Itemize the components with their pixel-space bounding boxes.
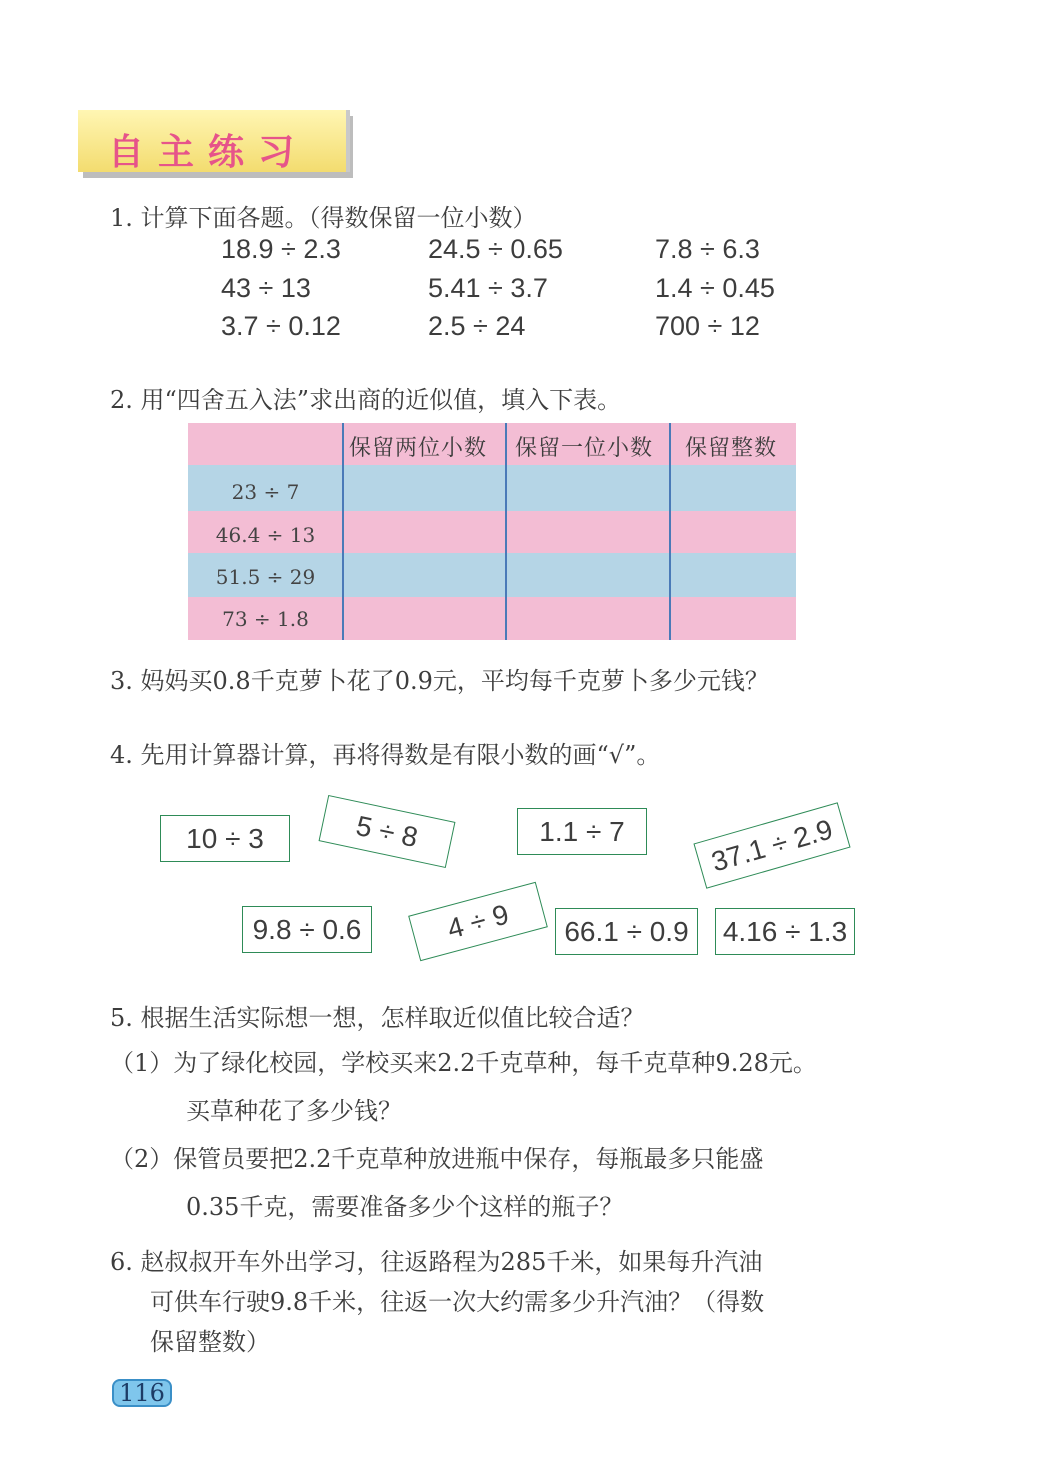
expression-card: 66.1 ÷ 0.9 — [555, 908, 698, 955]
question-3-text: 3. 妈妈买0.8千克萝卜花了0.9元，平均每千克萝卜多少元钱？ — [110, 667, 769, 695]
table-divider — [505, 423, 507, 640]
question-6-text-cont: 保留整数） — [150, 1328, 270, 1356]
q1-expr: 43 ÷ 13 — [221, 273, 311, 303]
table-header: 保留整数 — [685, 436, 778, 461]
question-6-text: 6. 赵叔叔开车外出学习，往返路程为285千米，如果每升汽油 — [110, 1248, 763, 1276]
expression-card: 37.1 ÷ 2.9 — [693, 802, 850, 889]
table-header: 保留两位小数 — [349, 436, 488, 461]
question-5-part-2-cont: 0.35千克，需要准备多少个这样的瓶子？ — [186, 1193, 624, 1221]
question-1-text: 1. 计算下面各题。（得数保留一位小数） — [110, 204, 537, 232]
question-6-text-cont: 可供车行驶9.8千米，往返一次大约需多少升汽油？（得数 — [150, 1288, 765, 1316]
page-number: 116 — [112, 1379, 172, 1407]
expression-card: 4.16 ÷ 1.3 — [715, 908, 855, 955]
q1-expr: 5.41 ÷ 3.7 — [428, 273, 548, 303]
question-4-text: 4. 先用计算器计算，再将得数是有限小数的画“√”。 — [110, 741, 661, 769]
question-5-part-2: （2）保管员要把2.2千克草种放进瓶中保存，每瓶最多只能盛 — [110, 1145, 764, 1173]
q1-expr: 700 ÷ 12 — [655, 311, 760, 341]
table-row-label: 73 ÷ 1.8 — [222, 607, 309, 631]
q1-expr: 24.5 ÷ 0.65 — [428, 234, 563, 264]
question-5-part-1-cont: 买草种花了多少钱？ — [186, 1097, 402, 1125]
section-title: 自主练习 — [108, 132, 309, 173]
q1-expr: 7.8 ÷ 6.3 — [655, 234, 760, 264]
question-5-text: 5. 根据生活实际想一想，怎样取近似值比较合适？ — [110, 1004, 645, 1032]
expression-card: 10 ÷ 3 — [160, 815, 290, 862]
question-2-text: 2. 用“四舍五入法”求出商的近似值，填入下表。 — [110, 386, 622, 414]
expression-card: 4 ÷ 9 — [408, 882, 548, 962]
q1-expr: 3.7 ÷ 0.12 — [221, 311, 341, 341]
q1-expr: 2.5 ÷ 24 — [428, 311, 526, 341]
table-row-label: 51.5 ÷ 29 — [215, 565, 316, 589]
expression-card: 5 ÷ 8 — [319, 795, 456, 868]
approximation-table — [188, 423, 796, 640]
expression-card: 1.1 ÷ 7 — [517, 808, 647, 855]
expression-card: 9.8 ÷ 0.6 — [242, 906, 372, 953]
question-5-part-1: （1）为了绿化校园，学校买来2.2千克草种，每千克草种9.28元。 — [110, 1049, 817, 1077]
table-header: 保留一位小数 — [515, 436, 654, 461]
table-row-label: 23 ÷ 7 — [231, 480, 300, 504]
q1-expr: 1.4 ÷ 0.45 — [655, 273, 775, 303]
table-divider — [669, 423, 671, 640]
q1-expr: 18.9 ÷ 2.3 — [221, 234, 341, 264]
table-row-label: 46.4 ÷ 13 — [215, 523, 316, 547]
